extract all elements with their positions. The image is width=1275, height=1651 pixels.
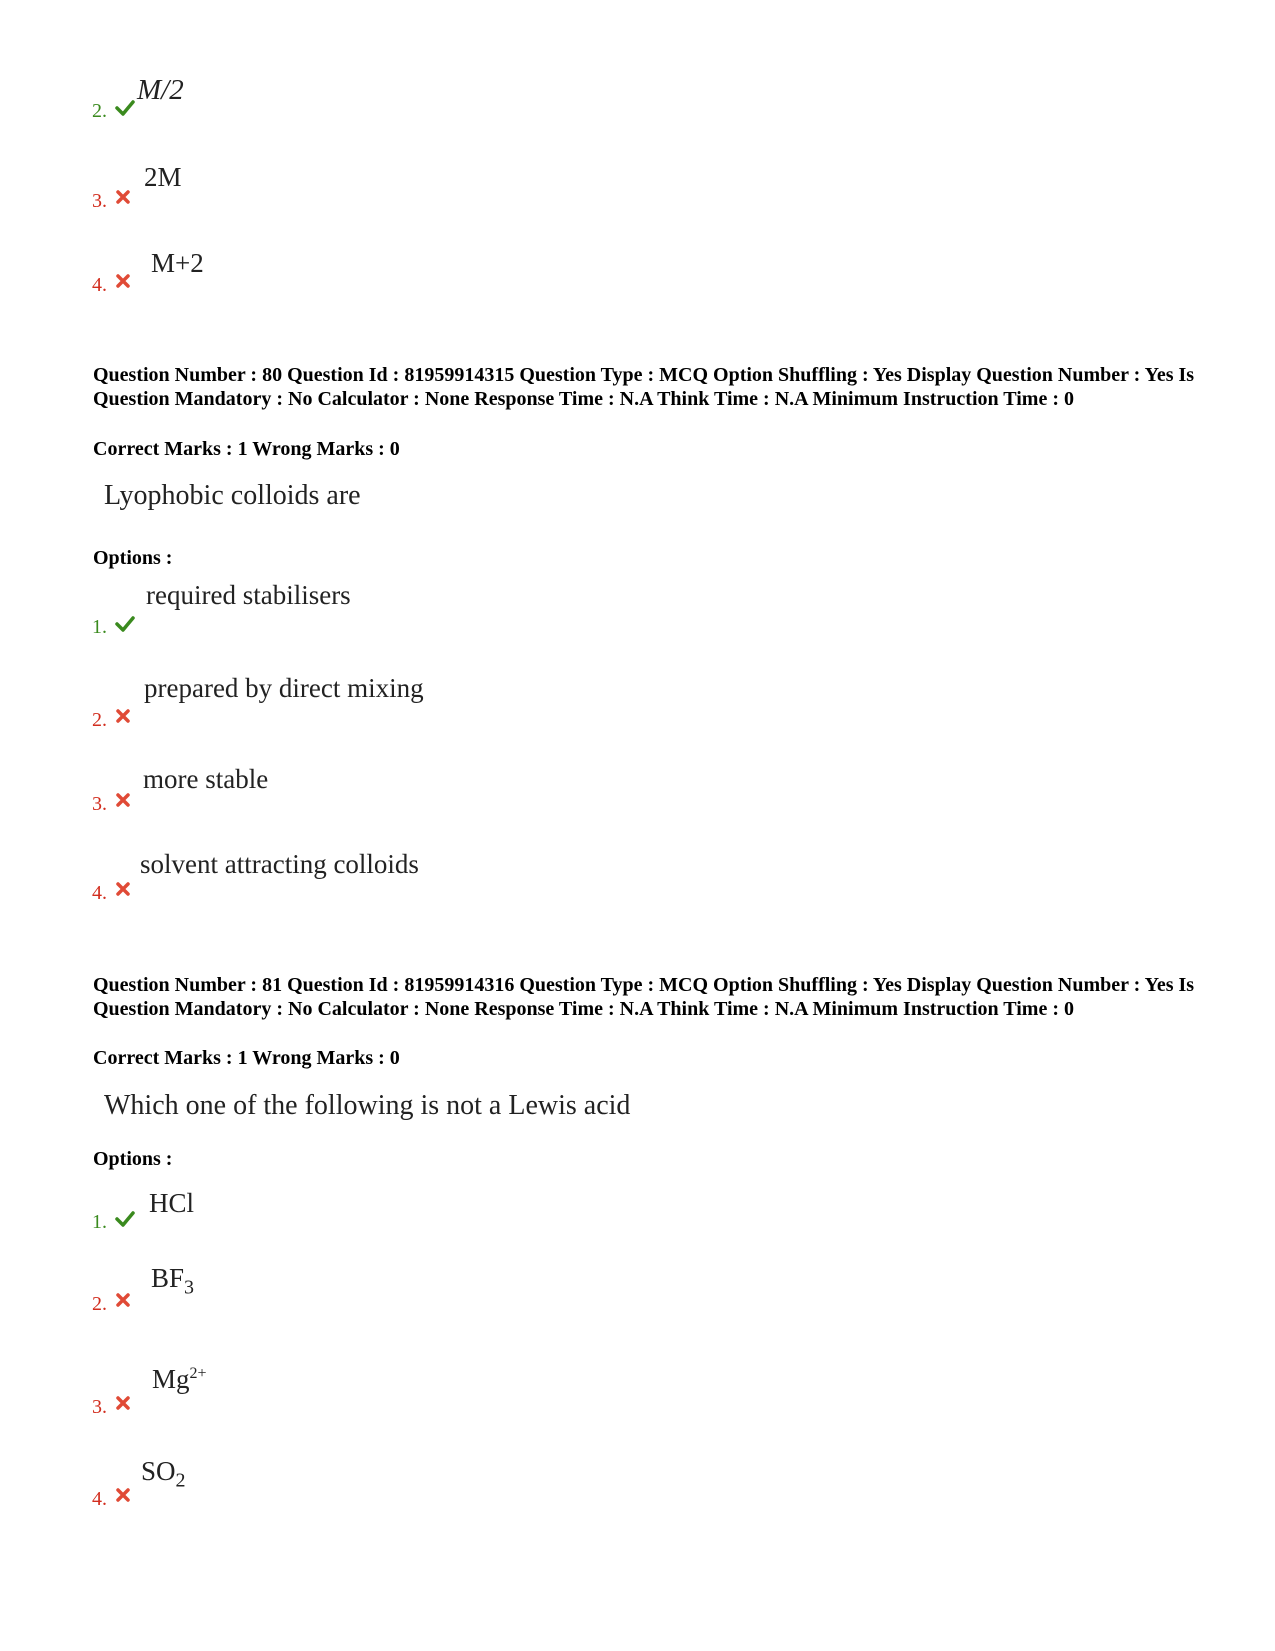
- option-number: 4.: [92, 1488, 107, 1510]
- option-text: [151, 1263, 194, 1299]
- option-number: 1.: [92, 616, 107, 638]
- option-number: 1.: [92, 1211, 107, 1233]
- option-item: [0, 580, 1275, 656]
- option-text: solvent attracting colloids: [140, 849, 419, 879]
- option-item: [0, 673, 1275, 749]
- check-icon: [115, 1209, 135, 1229]
- formula-base: SO: [141, 1456, 176, 1486]
- cross-icon: [115, 1487, 131, 1503]
- option-item: [0, 248, 1275, 316]
- option-item: [0, 74, 1275, 140]
- option-text: 2M: [144, 162, 182, 192]
- options-label: Options :: [93, 1148, 173, 1170]
- cross-icon: [115, 1395, 131, 1411]
- option-text: HCl: [149, 1188, 195, 1218]
- option-item: [0, 1364, 1275, 1436]
- option-number: 2.: [92, 1293, 107, 1315]
- option-text: [141, 1456, 186, 1492]
- cross-icon: [115, 708, 131, 724]
- formula-base: Mg: [152, 1364, 190, 1394]
- option-item: [0, 1456, 1275, 1528]
- option-number: 3.: [92, 1396, 107, 1418]
- option-item: [0, 1188, 1275, 1252]
- cross-icon: [115, 273, 131, 289]
- cross-icon: [115, 881, 131, 897]
- option-text: prepared by direct mixing: [144, 673, 424, 703]
- question-text: Which one of the following is not a Lewis acid: [104, 1090, 631, 1121]
- option-number: 4.: [92, 882, 107, 904]
- check-icon: [115, 614, 135, 634]
- question-marks: Correct Marks : 1 Wrong Marks : 0: [93, 438, 400, 460]
- option-item: [0, 849, 1275, 922]
- formula-subscript: 2: [175, 1469, 186, 1492]
- option-item: [0, 162, 1275, 230]
- option-number: 2.: [92, 709, 107, 731]
- option-number: 2.: [92, 100, 107, 122]
- option-text: required stabilisers: [146, 580, 351, 610]
- question-meta: Question Number : 81 Question Id : 81959914316 Question Type : MCQ Option Shuffling : Yes Display Question Number : Yes Is Question Mandatory : No Calculator : None Response Time : N.A Think Time : N.A Minimum Instruction Time : 0: [93, 974, 1195, 1020]
- cross-icon: [115, 1292, 131, 1308]
- cross-icon: [115, 792, 131, 808]
- cross-icon: [115, 189, 131, 205]
- option-number: 4.: [92, 274, 107, 296]
- option-item: [0, 764, 1275, 833]
- option-text: more stable: [143, 764, 269, 794]
- formula-subscript: 3: [184, 1276, 195, 1299]
- check-icon: [115, 98, 135, 118]
- option-item: [0, 1263, 1275, 1333]
- question-meta: Question Number : 80 Question Id : 81959914315 Question Type : MCQ Option Shuffling : Yes Display Question Number : Yes Is Question Mandatory : No Calculator : None Response Time : N.A Think Time : N.A Minimum Instruction Time : 0: [93, 364, 1195, 410]
- formula-superscript: 2+: [189, 1365, 207, 1382]
- question-text: Lyophobic colloids are: [104, 480, 361, 511]
- options-label: Options :: [93, 547, 173, 569]
- option-text: [152, 1364, 207, 1395]
- option-text: M+2: [151, 248, 204, 278]
- option-number: 3.: [92, 793, 107, 815]
- formula-base: BF: [151, 1263, 185, 1293]
- option-text: M/2: [137, 74, 184, 106]
- option-number: 3.: [92, 190, 107, 212]
- question-marks: Correct Marks : 1 Wrong Marks : 0: [93, 1047, 400, 1069]
